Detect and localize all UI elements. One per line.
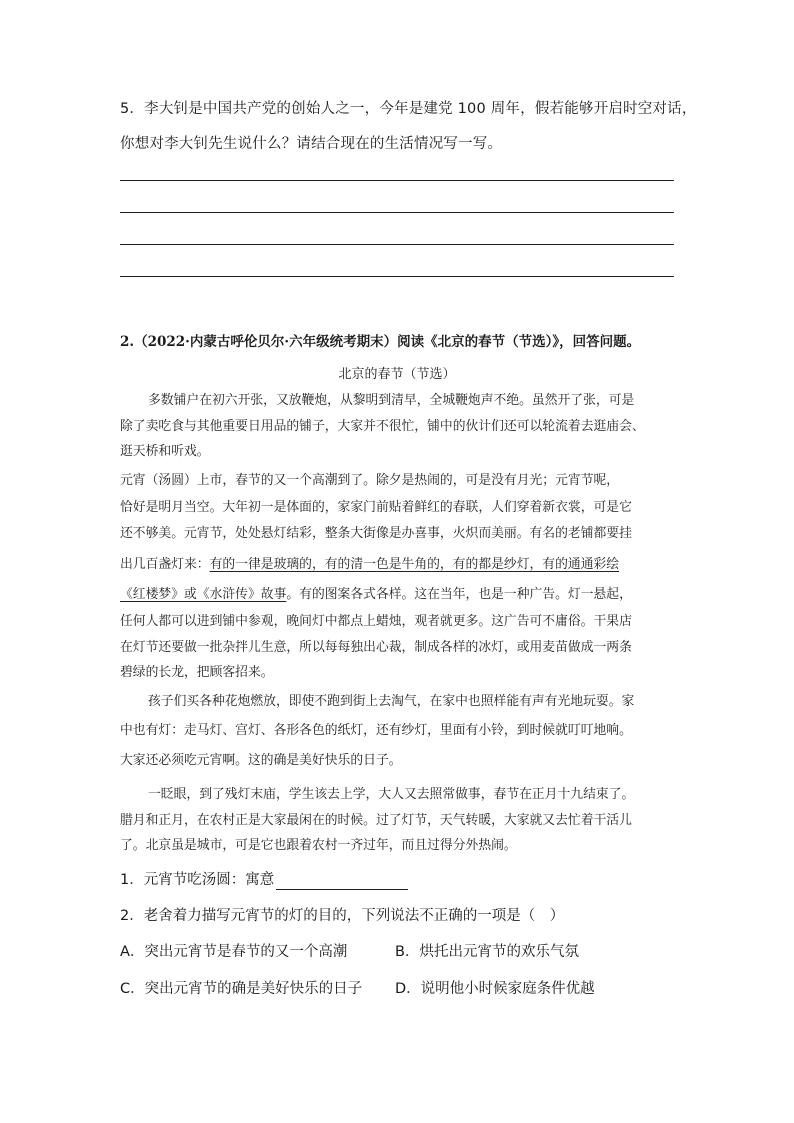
passage-title: 北京的春节（节选） — [338, 367, 456, 382]
q5-prompt-line-1: 5．李大钊是中国共产党的创始人之一，今年是建党 100 周年，假若能够开启时空对话， — [120, 101, 697, 117]
passage-line: 一眨眼，到了残灯末庙，学生该去上学，大人又去照常做事，春节在正月十九结束了。 — [148, 787, 635, 802]
passage-line-underlined — [120, 556, 619, 574]
passage-line-underlined — [120, 586, 632, 604]
passage-line: 腊月和正月，在农村正是大家最闲在的时候。过了灯节，天气转暖，大家就又去忙着干活儿 — [120, 813, 632, 828]
sub-question-1 — [120, 870, 408, 890]
passage-line: 恰好是明月当空。大年初一是体面的，家家门前贴着鲜红的春联，人们穿着新衣裳，可是它 — [120, 500, 632, 515]
passage-line: 大家还必须吃元宵啊。这的确是美好快乐的日子。 — [120, 753, 402, 768]
passage-line: 逛天桥和听戏。 — [120, 444, 210, 459]
answer-blank[interactable] — [276, 875, 408, 890]
option-d[interactable]: D．说明他小时候家庭条件优越 — [395, 981, 595, 997]
underlined-passage-text: 《红楼梦》或《水浒传》故事 — [120, 587, 287, 602]
option-a[interactable]: A．突出元宵节是春节的又一个高潮 — [120, 944, 348, 960]
option-c[interactable]: C．突出元宵节的确是美好快乐的日子 — [120, 981, 363, 997]
passage-text: 。有的图案各式各样。这在当年，也是一种广告。灯一悬起， — [286, 587, 632, 602]
passage-text: 出几百盏灯来： — [120, 557, 210, 572]
underlined-passage-text: 有的一律是玻璃的，有的清一色是牛角的，有的都是纱灯，有的通通彩绘 — [209, 557, 620, 572]
answer-line-2[interactable] — [120, 212, 674, 213]
passage-line: 元宵（汤圆）上市，春节的又一个高潮到了。除夕是热闹的，可是没有月光；元宵节呢， — [120, 473, 620, 488]
answer-line-1[interactable] — [120, 180, 674, 181]
answer-line-3[interactable] — [120, 244, 674, 245]
option-b[interactable]: B．烘托出元宵节的欢乐气氛 — [395, 944, 579, 960]
passage-line: 还不够美。元宵节，处处悬灯结彩，整条大街像是办喜事，火炽而美丽。有名的老铺都要挂 — [120, 526, 632, 541]
q5-prompt-line-2: 你想对李大钊先生说什么？请结合现在的生活情况写一写。 — [120, 136, 503, 152]
answer-line-4[interactable] — [120, 276, 674, 277]
passage-line: 中也有灯：走马灯、宫灯、各形各色的纸灯，还有纱灯，里面有小铃，到时候就叮叮地响。 — [120, 723, 632, 738]
passage-line: 孩子们买各种花炮燃放，即使不跑到街上去淘气，在家中也照样能有声有光地玩耍。家 — [148, 694, 635, 709]
sub-question-2: 2．老舍着力描写元宵节的灯的目的，下列说法不正确的一项是（ ） — [120, 908, 565, 924]
passage-line: 在灯节还要做一批杂拌儿生意，所以每每独出心裁，制成各样的冰灯，或用麦苗做成一两条 — [120, 640, 632, 655]
passage-line: 多数铺户在初六开张，又放鞭炮，从黎明到清早，全城鞭炮声不绝。虽然开了张，可是 — [148, 393, 635, 408]
passage-line: 了。北京虽是城市，可是它也跟着农村一齐过年，而且过得分外热闹。 — [120, 838, 517, 853]
passage-line: 除了卖吃食与其他重要日用品的铺子，大家并不很忙，铺中的伙计们还可以轮流着去逛庙会、 — [120, 419, 645, 434]
question-2-header: 2.（2022·内蒙古呼伦贝尔·六年级统考期末）阅读《北京的春节（节选）》，回答问题。 — [120, 334, 641, 350]
passage-line: 任何人都可以进到铺中参观，晚间灯中都点上蜡烛，观者就更多。这广告可不庸俗。干果店 — [120, 614, 632, 629]
sub-question-1-text: 1．元宵节吃汤圆：寓意 — [120, 872, 275, 888]
passage-line: 碧绿的长龙，把顾客招来。 — [120, 665, 274, 680]
